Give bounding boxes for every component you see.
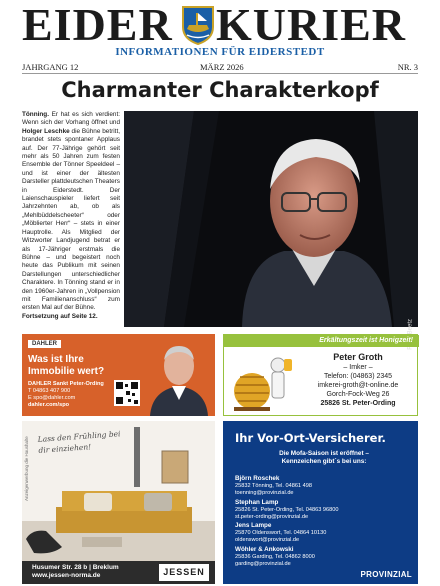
provinzial-sub-2: Kennzeichen gibt´s bei uns: <box>281 458 367 466</box>
agent-item <box>235 499 413 521</box>
dahler-line-2: Immobilie wert? <box>28 366 105 377</box>
provinzial-sub-1: Die Mofa-Saison ist eröffnet – <box>279 450 369 457</box>
provinzial-ad[interactable] <box>223 421 418 584</box>
dahler-email: E spo@dahler.com <box>28 395 76 401</box>
dahler-ad[interactable] <box>22 334 215 416</box>
masthead <box>0 0 440 60</box>
provinzial-subtitle <box>235 450 413 467</box>
agent-email[interactable]: st.peter-ording@provinzial.de <box>235 513 309 520</box>
agent-address: 25870 Oldenswort, Tel. 04864 10130 <box>235 530 327 536</box>
dahler-contact <box>28 381 104 409</box>
agent-name: Wöhler & Ankowski <box>235 545 294 553</box>
groth-email[interactable]: imkerei-groth@t-online.de <box>317 382 399 389</box>
dahler-question <box>28 354 104 378</box>
jessen-logo: JESSEN <box>159 564 209 581</box>
provinzial-logo: PROVINZIAL <box>360 570 412 579</box>
sofa-room-illustration <box>22 421 215 561</box>
headline: Charmanter Charakterkopf <box>61 78 379 102</box>
issue-year: JAHRGANG 12 <box>22 62 79 72</box>
agent-item <box>235 522 413 544</box>
provinzial-agent-list <box>235 475 413 569</box>
agent-email[interactable]: oldenswort@provinzial.de <box>235 537 300 543</box>
dahler-logo: DAHLER <box>28 340 61 348</box>
groth-role: – Imker – <box>343 364 373 371</box>
dahler-web[interactable]: dahler.com/spo <box>28 402 70 408</box>
article-body <box>22 111 120 329</box>
coat-of-arms-icon <box>181 5 215 45</box>
dahler-line-1: Was ist Ihre <box>28 354 84 365</box>
jessen-address: Husumer Str. 28 b | Breklum <box>32 564 119 571</box>
article-continued: Fortsetzung auf Seite 12. <box>22 312 98 320</box>
groth-banner: Erkältungszeit ist Honigzeit! <box>224 335 419 347</box>
provinzial-title: Ihr Vor-Ort-Versicherer. <box>235 431 386 445</box>
jessen-web[interactable]: www.jessen-norma.de <box>32 572 101 579</box>
agent-email[interactable]: garding@provinzial.de <box>235 560 291 567</box>
portrait-photo <box>124 111 418 327</box>
jessen-slogan: Lass den Frühling bei dir einziehen! <box>37 429 121 455</box>
agent-address: 25836 Garding, Tel. 04862 8000 <box>235 553 315 560</box>
jessen-side-note: Anzeigenwerbung die Haushalte <box>24 436 29 501</box>
agent-name: Björn Roschek <box>235 475 280 482</box>
agent-name: Stephan Lamp <box>235 498 279 506</box>
groth-phone: Telefon: (04863) 2345 <box>323 373 393 380</box>
agent-portrait <box>146 338 212 416</box>
masthead-title-left: EIDER <box>22 0 173 50</box>
groth-street: Gorch-Fock-Weg 26 <box>326 391 390 398</box>
dahler-office: DAHLER Sankt Peter-Ording <box>28 381 104 387</box>
article-name: Holger Leschke <box>22 127 70 135</box>
agent-name: Jens Lampe <box>235 522 272 529</box>
beehive-icon <box>230 351 294 413</box>
imker-groth-ad[interactable] <box>223 334 418 416</box>
masthead-title-right: KURIER <box>216 0 407 50</box>
qr-code-icon <box>114 380 140 406</box>
article-text-1: Er hat es sich verdient: Wenn sich der Vorhang öffnet und <box>22 111 120 127</box>
masthead-subtitle: INFORMATIONEN FÜR EIDERSTEDT <box>115 46 325 58</box>
agent-email[interactable]: toenning@provinzial.de <box>235 490 294 496</box>
groth-name: Peter Groth <box>333 352 383 362</box>
agent-address: 25832 Tönning, Tel. 04861 498 <box>235 483 312 489</box>
groth-city: 25826 St. Peter-Ording <box>320 400 396 407</box>
portrait-illustration <box>124 111 418 327</box>
issue-number: NR. 3 <box>397 62 418 72</box>
issue-date: MÄRZ 2026 <box>200 62 244 72</box>
agent-item <box>235 546 413 568</box>
jessen-furniture-ad[interactable] <box>22 421 215 584</box>
article-place: Tönning. <box>22 111 49 118</box>
groth-contact <box>298 351 418 408</box>
agent-address: 25826 St. Peter-Ording, Tel. 04863 96800 <box>235 506 339 513</box>
article-text-2: die Bühne betritt, brandet stets spontaner Applaus auf. Der 77-Jährige gehört seit mehr als 50 Jahren zum festen Ensemble der Tönner Speeldeel – und ist einer der ältesten Darsteller plattdeutschen Theaters in Eiderstedt. Der Laienschauspieler liefert seit Jahrzehnten ab, ob als „Mehlbüddelscheeter“ oder „Möblierter Herr“ – stets in einer Hauptrolle. Als Mitglied der Witzworter Landjugend betrat er als 17-Jähriger erstmals die Bühne – und begeistert noch heute das Publikum mit seinen Darstellungen unterschiedlicher Charaktere. In Tönning stand er in den 1960er-Jahren in „Vollpension mit Familienanschluss“ zum ersten Mal auf der Bühne. <box>22 127 120 312</box>
issue-bar <box>22 60 418 74</box>
agent-item <box>235 475 413 497</box>
dahler-phone: T 04863 407 900 <box>28 388 71 394</box>
jessen-footer <box>22 561 215 584</box>
